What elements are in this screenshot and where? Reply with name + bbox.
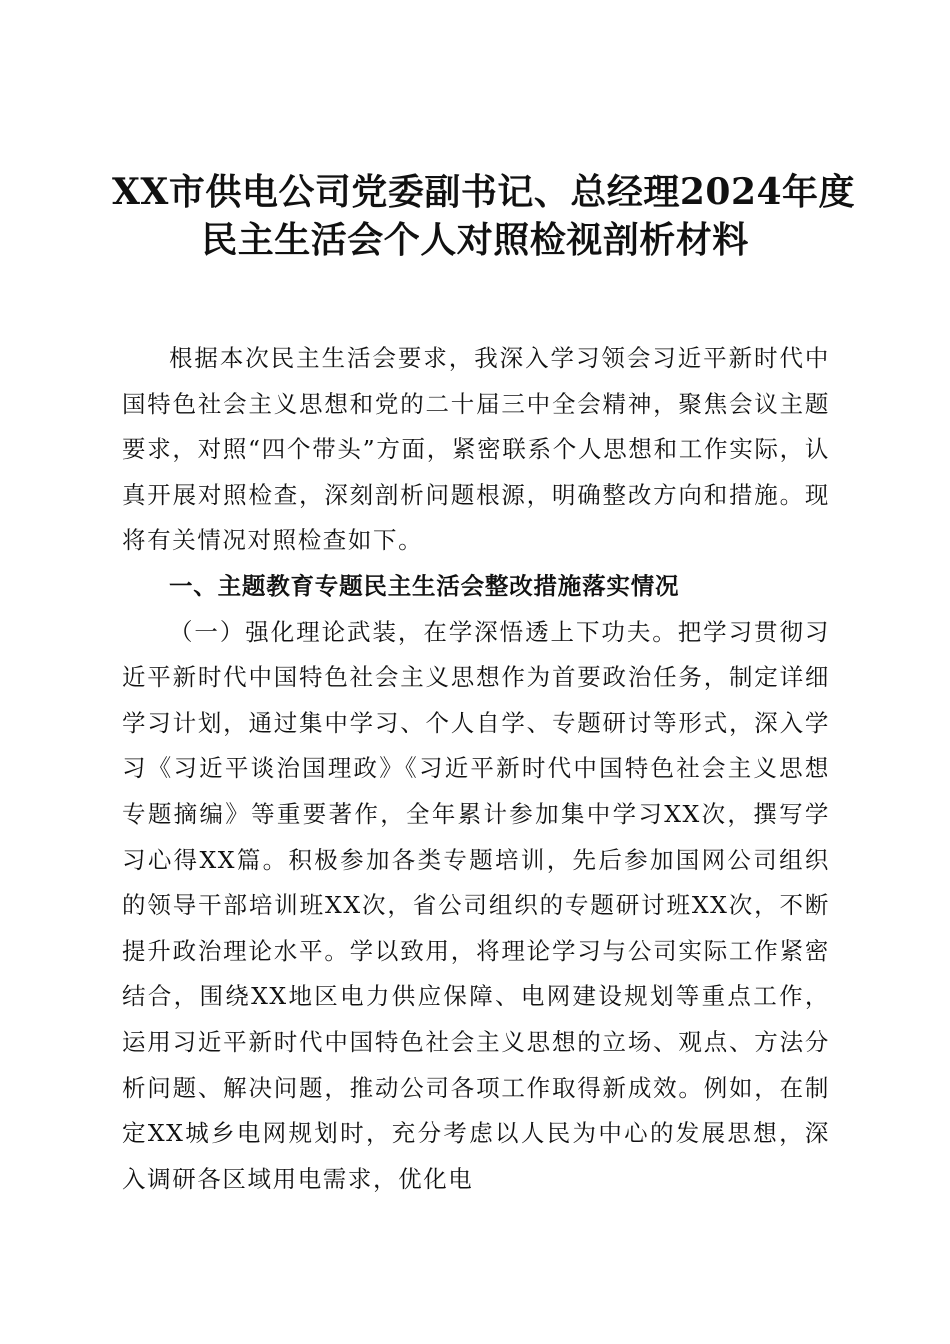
document-title — [112, 168, 856, 264]
title-line-1: XX市供电公司党委副书记、总经理2024年度 — [112, 171, 856, 213]
title-line-2: 民主生活会个人对照检视剖析材料 — [201, 219, 749, 261]
document-body — [122, 336, 830, 1202]
intro-paragraph: 根据本次民主生活会要求，我深入学习领会习近平新时代中国特色社会主义思想和党的二十届三中全会精神，聚焦会议主题要求，对照“四个带头”方面，紧密联系个人思想和工作实际，认真开展对照检查，深刻剖析问题根源，明确整改方向和措施。现将有关情况对照检查如下。 — [122, 344, 830, 555]
section-heading: 一、主题教育专题民主生活会整改措施落实情况 — [169, 571, 680, 600]
section-paragraph: （一）强化理论武装，在学深悟透上下功夫。把学习贯彻习近平新时代中国特色社会主义思想作为首要政治任务，制定详细学习计划，通过集中学习、个人自学、专题研讨等形式，深入学习《习近平谈治国理政》《习近平新时代中国特色社会主义思想专题摘编》等重要著作，全年累计参加集中学习XX次，撰写学习心得XX篇。积极参加各类专题培训，先后参加国网公司组织的领导干部培训班XX次，省公司组织的专题研讨班XX次，不断提升政治理论水平。学以致用，将理论学习与公司实际工作紧密结合，围绕XX地区电力供应保障、电网建设规划等重点工作，运用习近平新时代中国特色社会主义思想的立场、观点、方法分析问题、解决问题，推动公司各项工作取得新成效。例如，在制定XX城乡电网规划时，充分考虑以人民为中心的发展思想，深入调研各区域用电需求，优化电 — [122, 617, 830, 1193]
